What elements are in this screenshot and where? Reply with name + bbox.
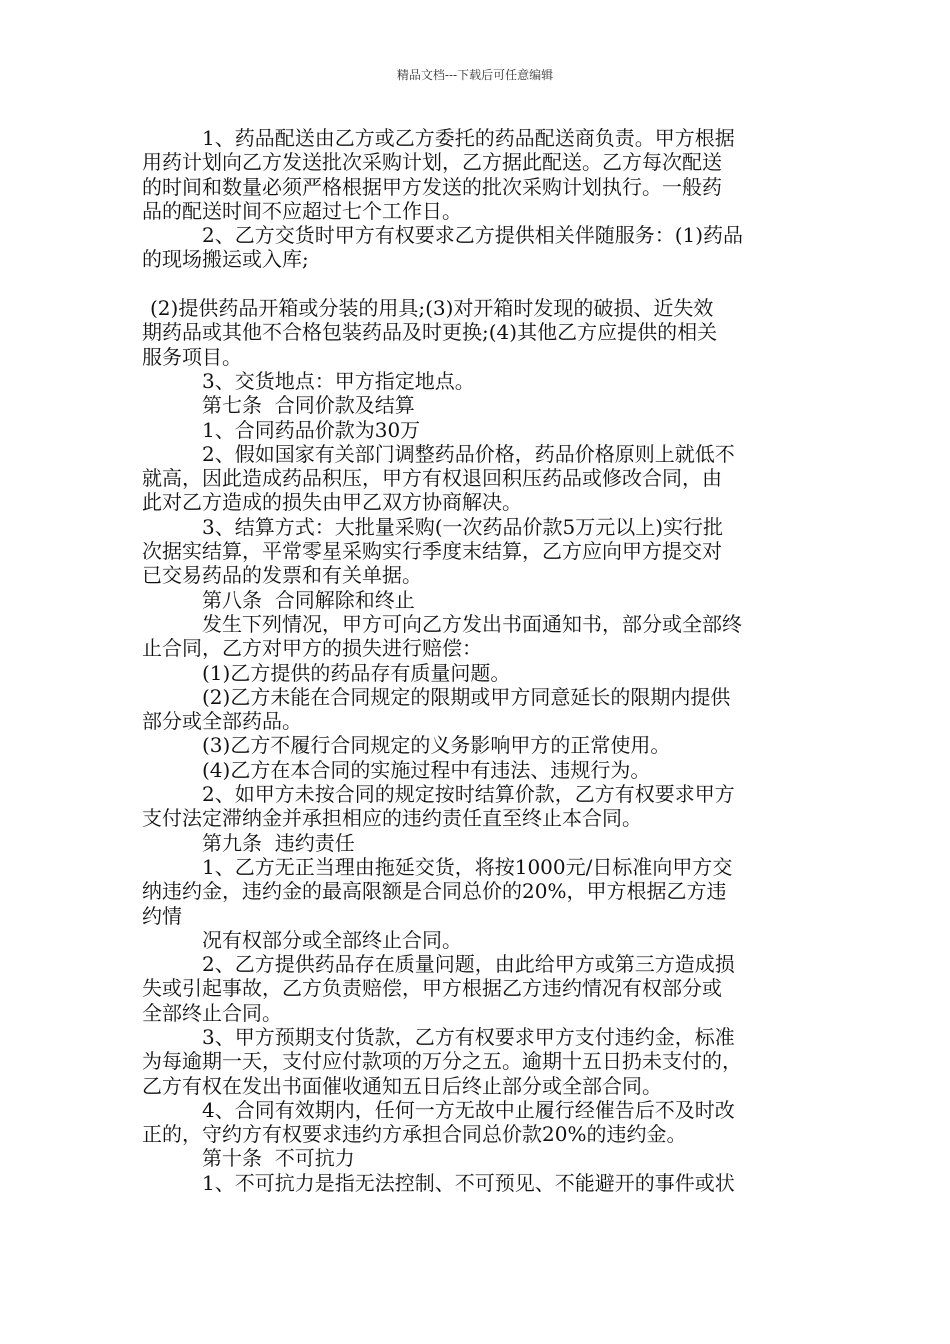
text-line: 第十条 不可抗力 — [202, 1146, 355, 1171]
text-line: 1、合同药品价款为30万 — [202, 417, 421, 442]
text-line: 就高，因此造成药品积压，甲方有权退回积压药品或修改合同，由 — [142, 466, 722, 491]
text-line: 品的配送时间不应超过七个工作日。 — [142, 198, 462, 223]
text-line: 服务项目。 — [142, 344, 242, 369]
text-line: 2、如甲方未按合同的规定按时结算价款，乙方有权要求甲方 — [202, 782, 735, 807]
text-line: 的时间和数量必须严格根据甲方发送的批次采购计划执行。一般药 — [142, 174, 722, 199]
text-line: (4)乙方在本合同的实施过程中有违法、违规行为。 — [202, 757, 651, 782]
text-line: 此对乙方造成的损失由甲乙双方协商解决。 — [142, 490, 522, 515]
text-line: (2)提供药品开箱或分装的用具;(3)对开箱时发现的破损、近失效 — [150, 296, 714, 321]
document-body — [142, 126, 812, 1195]
text-line: (2)乙方未能在合同规定的限期或甲方同意延长的限期内提供 — [202, 684, 731, 709]
text-line: (3)乙方不履行合同规定的义务影响甲方的正常使用。 — [202, 733, 671, 758]
text-line: 1、药品配送由乙方或乙方委托的药品配送商负责。甲方根据 — [202, 126, 735, 150]
text-line: 约情 — [142, 903, 182, 928]
text-line: 3、甲方预期支付货款，乙方有权要求甲方支付违约金，标准 — [202, 1024, 735, 1049]
text-line: 发生下列情况，甲方可向乙方发出书面通知书，部分或全部终 — [202, 611, 742, 636]
text-line: 纳违约金，违约金的最高限额是合同总价的20%，甲方根据乙方违 — [142, 879, 727, 904]
text-line: 期药品或其他不合格包装药品及时更换;(4)其他乙方应提供的相关 — [142, 320, 718, 345]
text-line: 乙方有权在发出书面催收通知五日后终止部分或全部合同。 — [142, 1073, 662, 1098]
text-line: 第七条 合同价款及结算 — [202, 393, 415, 418]
text-line: 1、不可抗力是指无法控制、不可预见、不能避开的事件或状 — [202, 1170, 735, 1195]
text-line: 第八条 合同解除和终止 — [202, 587, 415, 612]
text-line: 2、乙方提供药品存在质量问题，由此给甲方或第三方造成损 — [202, 952, 735, 977]
text-line: 况有权部分或全部终止合同。 — [202, 927, 462, 952]
text-line: 3、交货地点：甲方指定地点。 — [202, 368, 475, 393]
text-line: 2、乙方交货时甲方有权要求乙方提供相关伴随服务：(1)药品 — [202, 223, 744, 248]
text-line: 的现场搬运或入库; — [142, 247, 309, 272]
text-line: 失或引起事故，乙方负责赔偿，甲方根据乙方违约情况有权部分或 — [142, 976, 722, 1001]
text-line: 部分或全部药品。 — [142, 709, 302, 734]
page-header: 精品文档---下载后可任意编辑 — [396, 68, 554, 82]
text-line: 已交易药品的发票和有关单据。 — [142, 563, 422, 588]
text-line: 次据实结算，平常零星采购实行季度末结算，乙方应向甲方提交对 — [142, 539, 722, 564]
text-line: 第九条 违约责任 — [202, 830, 355, 855]
text-line: 1、乙方无正当理由拖延交货，将按1000元/日标准向甲方交 — [202, 854, 733, 879]
text-line: 2、假如国家有关部门调整药品价格，药品价格原则上就低不 — [202, 441, 735, 466]
text-line: (1)乙方提供的药品存有质量问题。 — [202, 660, 511, 685]
text-line: 用药计划向乙方发送批次采购计划，乙方据此配送。乙方每次配送 — [142, 150, 722, 175]
text-line: 全部终止合同。 — [142, 1000, 282, 1025]
text-line: 为每逾期一天，支付应付款项的万分之五。逾期十五日扔未支付的， — [142, 1049, 742, 1074]
text-line: 3、结算方式：大批量采购(一次药品价款5万元以上)实行批 — [202, 514, 724, 539]
text-line: 4、合同有效期内，任何一方无故中止履行经催告后不及时改 — [202, 1097, 735, 1122]
text-line: 支付法定滞纳金并承担相应的违约责任直至终止本合同。 — [142, 806, 642, 831]
text-line: 止合同，乙方对甲方的损失进行赔偿： — [142, 636, 482, 661]
blank-line — [142, 272, 812, 296]
text-line: 正的，守约方有权要求违约方承担合同总价款20%的违约金。 — [142, 1122, 687, 1147]
